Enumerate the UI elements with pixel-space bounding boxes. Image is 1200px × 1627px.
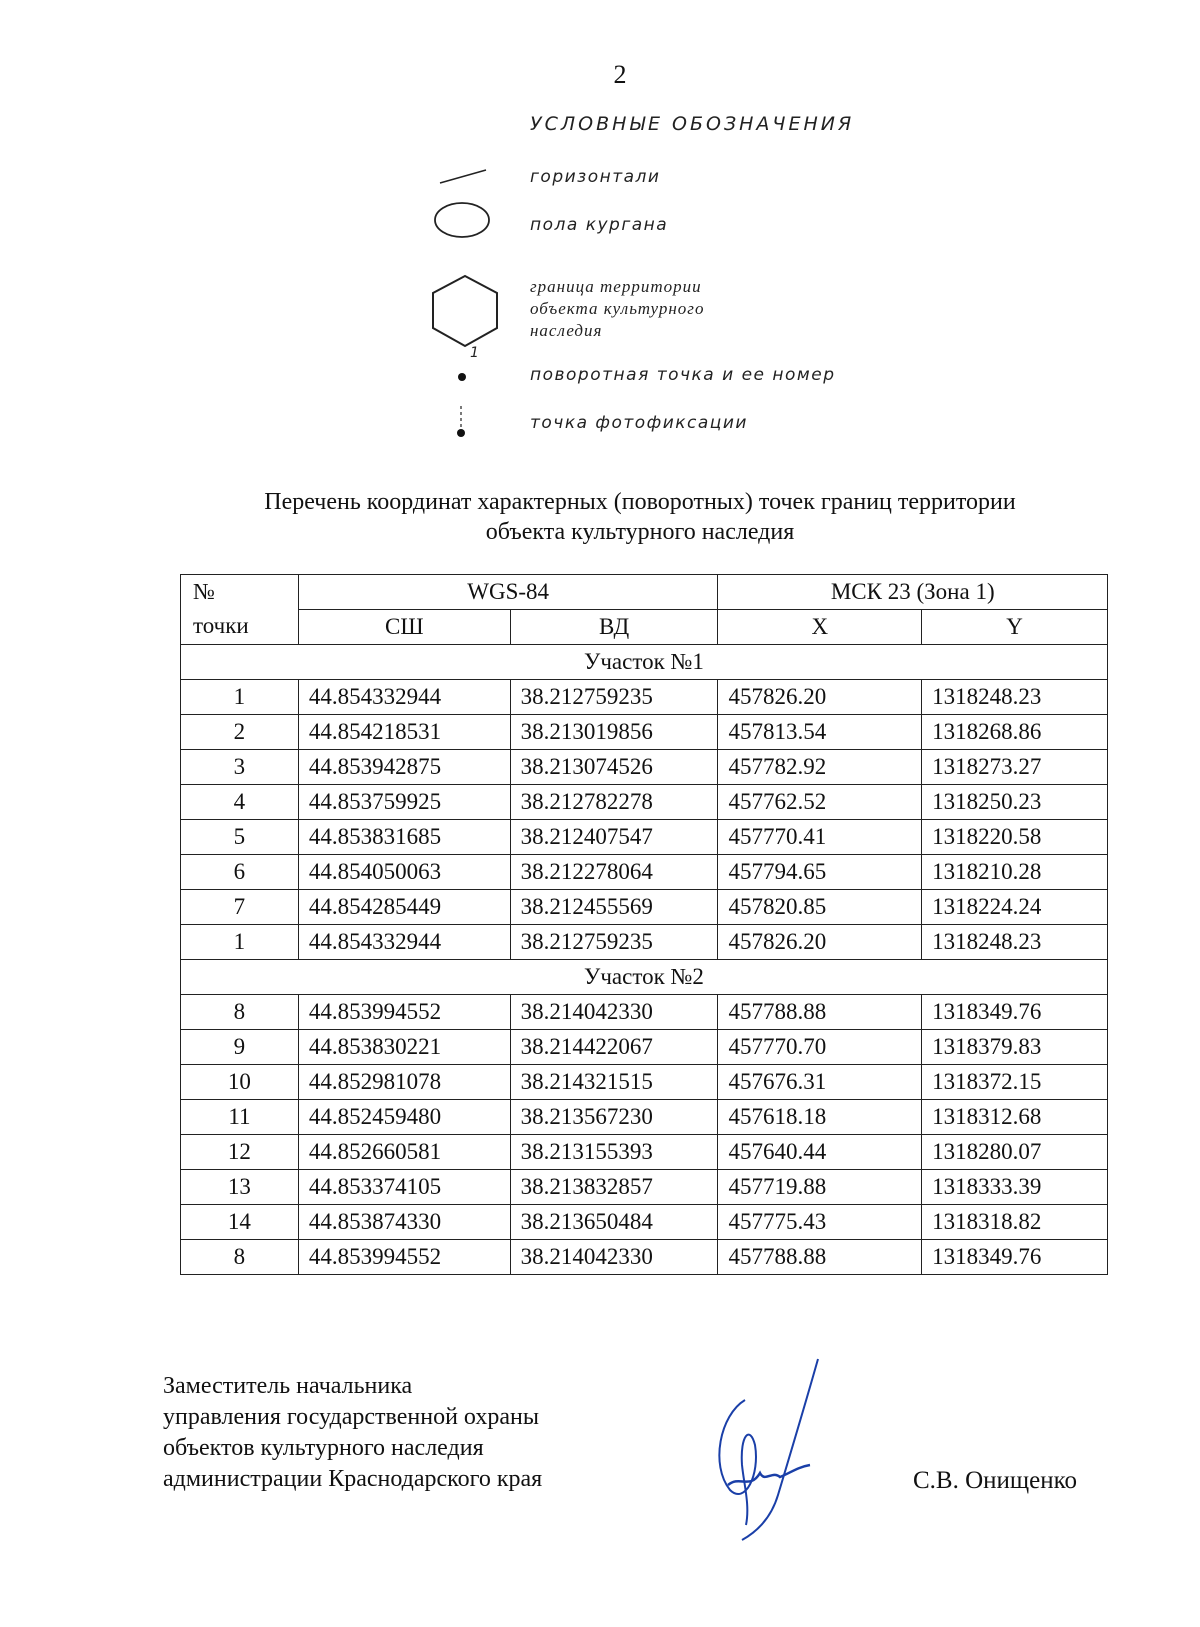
point-number-cell: 1 xyxy=(181,680,299,715)
contour-line-icon xyxy=(438,166,488,186)
x-coordinate-cell: 457770.41 xyxy=(718,820,922,855)
role-line-2: управления государственной охраны xyxy=(163,1404,539,1430)
legend-label-mound: пола кургана xyxy=(530,215,669,235)
y-coordinate-cell: 1318268.86 xyxy=(922,715,1108,750)
latitude-cell: 44.853874330 xyxy=(298,1205,510,1240)
table-row xyxy=(181,1240,1108,1275)
ellipse-icon xyxy=(432,200,492,240)
role-line-4: администрации Краснодарского края xyxy=(163,1466,543,1492)
y-coordinate-cell: 1318333.39 xyxy=(922,1170,1108,1205)
y-coordinate-cell: 1318248.23 xyxy=(922,680,1108,715)
point-number-cell: 14 xyxy=(181,1205,299,1240)
turning-point-number: 1 xyxy=(470,345,479,361)
y-coordinate-cell: 1318379.83 xyxy=(922,1030,1108,1065)
point-number-cell: 12 xyxy=(181,1135,299,1170)
x-coordinate-cell: 457820.85 xyxy=(718,890,922,925)
heading-line-2: объекта культурного наследия xyxy=(485,519,795,545)
table-row xyxy=(181,1205,1108,1240)
y-coordinate-cell: 1318312.68 xyxy=(922,1100,1108,1135)
header-msk23: МСК 23 (Зона 1) xyxy=(718,575,1108,610)
x-coordinate-cell: 457788.88 xyxy=(718,995,922,1030)
longitude-cell: 38.213650484 xyxy=(510,1205,718,1240)
table-row xyxy=(181,1135,1108,1170)
x-coordinate-cell: 457676.31 xyxy=(718,1065,922,1100)
legend-label-boundary-2: объекта культурного xyxy=(530,299,705,318)
x-coordinate-cell: 457788.88 xyxy=(718,1240,922,1275)
longitude-cell: 38.213832857 xyxy=(510,1170,718,1205)
legend-label-photo-point: точка фотофиксации xyxy=(530,413,748,433)
y-coordinate-cell: 1318318.82 xyxy=(922,1205,1108,1240)
latitude-cell: 44.853994552 xyxy=(298,1240,510,1275)
x-coordinate-cell: 457762.52 xyxy=(718,785,922,820)
table-heading xyxy=(160,487,1120,547)
x-coordinate-cell: 457794.65 xyxy=(718,855,922,890)
header-no-word: точки xyxy=(193,613,249,638)
legend-label-boundary-1: граница территории xyxy=(530,277,702,296)
y-coordinate-cell: 1318248.23 xyxy=(922,925,1108,960)
hexagon-icon xyxy=(425,272,505,352)
section-row xyxy=(181,645,1108,680)
point-number-cell: 8 xyxy=(181,1240,299,1275)
section-title: Участок №2 xyxy=(181,960,1108,995)
header-row-1 xyxy=(181,575,1108,610)
y-coordinate-cell: 1318224.24 xyxy=(922,890,1108,925)
table-row xyxy=(181,680,1108,715)
y-coordinate-cell: 1318210.28 xyxy=(922,855,1108,890)
table-row xyxy=(181,750,1108,785)
latitude-cell: 44.852981078 xyxy=(298,1065,510,1100)
table-row xyxy=(181,995,1108,1030)
turning-point-icon xyxy=(455,370,469,384)
point-number-cell: 6 xyxy=(181,855,299,890)
header-x: X xyxy=(718,610,922,645)
header-point-no xyxy=(181,575,299,645)
header-lat: СШ xyxy=(298,610,510,645)
y-coordinate-cell: 1318280.07 xyxy=(922,1135,1108,1170)
role-line-3: объектов культурного наследия xyxy=(163,1435,484,1461)
header-lon: ВД xyxy=(510,610,718,645)
longitude-cell: 38.213074526 xyxy=(510,750,718,785)
y-coordinate-cell: 1318349.76 xyxy=(922,1240,1108,1275)
latitude-cell: 44.854285449 xyxy=(298,890,510,925)
x-coordinate-cell: 457719.88 xyxy=(718,1170,922,1205)
longitude-cell: 38.214042330 xyxy=(510,1240,718,1275)
y-coordinate-cell: 1318273.27 xyxy=(922,750,1108,785)
coordinates-table xyxy=(180,574,1108,1275)
section-title: Участок №1 xyxy=(181,645,1108,680)
longitude-cell: 38.212782278 xyxy=(510,785,718,820)
table-row xyxy=(181,1030,1108,1065)
legend-label-turning-point: поворотная точка и ее номер xyxy=(530,365,836,385)
x-coordinate-cell: 457618.18 xyxy=(718,1100,922,1135)
table-row xyxy=(181,820,1108,855)
point-number-cell: 11 xyxy=(181,1100,299,1135)
table-row xyxy=(181,715,1108,750)
longitude-cell: 38.212759235 xyxy=(510,925,718,960)
point-number-cell: 4 xyxy=(181,785,299,820)
latitude-cell: 44.854218531 xyxy=(298,715,510,750)
point-number-cell: 10 xyxy=(181,1065,299,1100)
point-number-cell: 13 xyxy=(181,1170,299,1205)
latitude-cell: 44.854050063 xyxy=(298,855,510,890)
table-row xyxy=(181,1065,1108,1100)
handwritten-signature xyxy=(700,1355,850,1545)
table-row xyxy=(181,855,1108,890)
latitude-cell: 44.853374105 xyxy=(298,1170,510,1205)
header-no-symbol: № xyxy=(193,579,215,604)
table-row xyxy=(181,785,1108,820)
latitude-cell: 44.853831685 xyxy=(298,820,510,855)
y-coordinate-cell: 1318250.23 xyxy=(922,785,1108,820)
x-coordinate-cell: 457782.92 xyxy=(718,750,922,785)
longitude-cell: 38.214422067 xyxy=(510,1030,718,1065)
longitude-cell: 38.214321515 xyxy=(510,1065,718,1100)
page-number: 2 xyxy=(613,60,627,89)
x-coordinate-cell: 457826.20 xyxy=(718,925,922,960)
signatory-role xyxy=(163,1371,542,1495)
latitude-cell: 44.853830221 xyxy=(298,1030,510,1065)
longitude-cell: 38.213155393 xyxy=(510,1135,718,1170)
latitude-cell: 44.853942875 xyxy=(298,750,510,785)
heading-line-1: Перечень координат характерных (поворотных) точек границ территории xyxy=(264,489,1016,515)
longitude-cell: 38.212455569 xyxy=(510,890,718,925)
x-coordinate-cell: 457770.70 xyxy=(718,1030,922,1065)
legend-label-boundary-3: наследия xyxy=(530,321,603,340)
longitude-cell: 38.212759235 xyxy=(510,680,718,715)
section-row xyxy=(181,960,1108,995)
header-y: Y xyxy=(922,610,1108,645)
longitude-cell: 38.212407547 xyxy=(510,820,718,855)
latitude-cell: 44.853994552 xyxy=(298,995,510,1030)
header-row-2 xyxy=(181,610,1108,645)
latitude-cell: 44.854332944 xyxy=(298,680,510,715)
table-row xyxy=(181,890,1108,925)
point-number-cell: 8 xyxy=(181,995,299,1030)
x-coordinate-cell: 457775.43 xyxy=(718,1205,922,1240)
table-row xyxy=(181,1100,1108,1135)
signatory-name: С.В. Онищенко xyxy=(913,1467,1078,1494)
y-coordinate-cell: 1318349.76 xyxy=(922,995,1108,1030)
y-coordinate-cell: 1318220.58 xyxy=(922,820,1108,855)
x-coordinate-cell: 457640.44 xyxy=(718,1135,922,1170)
point-number-cell: 1 xyxy=(181,925,299,960)
legend-title: УСЛОВНЫЕ ОБОЗНАЧЕНИЯ xyxy=(530,113,855,135)
x-coordinate-cell: 457826.20 xyxy=(718,680,922,715)
header-wgs84: WGS-84 xyxy=(298,575,718,610)
point-number-cell: 7 xyxy=(181,890,299,925)
point-number-cell: 9 xyxy=(181,1030,299,1065)
longitude-cell: 38.213019856 xyxy=(510,715,718,750)
latitude-cell: 44.852660581 xyxy=(298,1135,510,1170)
latitude-cell: 44.853759925 xyxy=(298,785,510,820)
table-row xyxy=(181,1170,1108,1205)
longitude-cell: 38.212278064 xyxy=(510,855,718,890)
y-coordinate-cell: 1318372.15 xyxy=(922,1065,1108,1100)
latitude-cell: 44.852459480 xyxy=(298,1100,510,1135)
longitude-cell: 38.213567230 xyxy=(510,1100,718,1135)
role-line-1: Заместитель начальника xyxy=(163,1373,413,1399)
latitude-cell: 44.854332944 xyxy=(298,925,510,960)
point-number-cell: 3 xyxy=(181,750,299,785)
photo-point-icon xyxy=(453,404,469,440)
point-number-cell: 5 xyxy=(181,820,299,855)
table-row xyxy=(181,925,1108,960)
x-coordinate-cell: 457813.54 xyxy=(718,715,922,750)
point-number-cell: 2 xyxy=(181,715,299,750)
longitude-cell: 38.214042330 xyxy=(510,995,718,1030)
legend-label-contours: горизонтали xyxy=(530,167,661,187)
